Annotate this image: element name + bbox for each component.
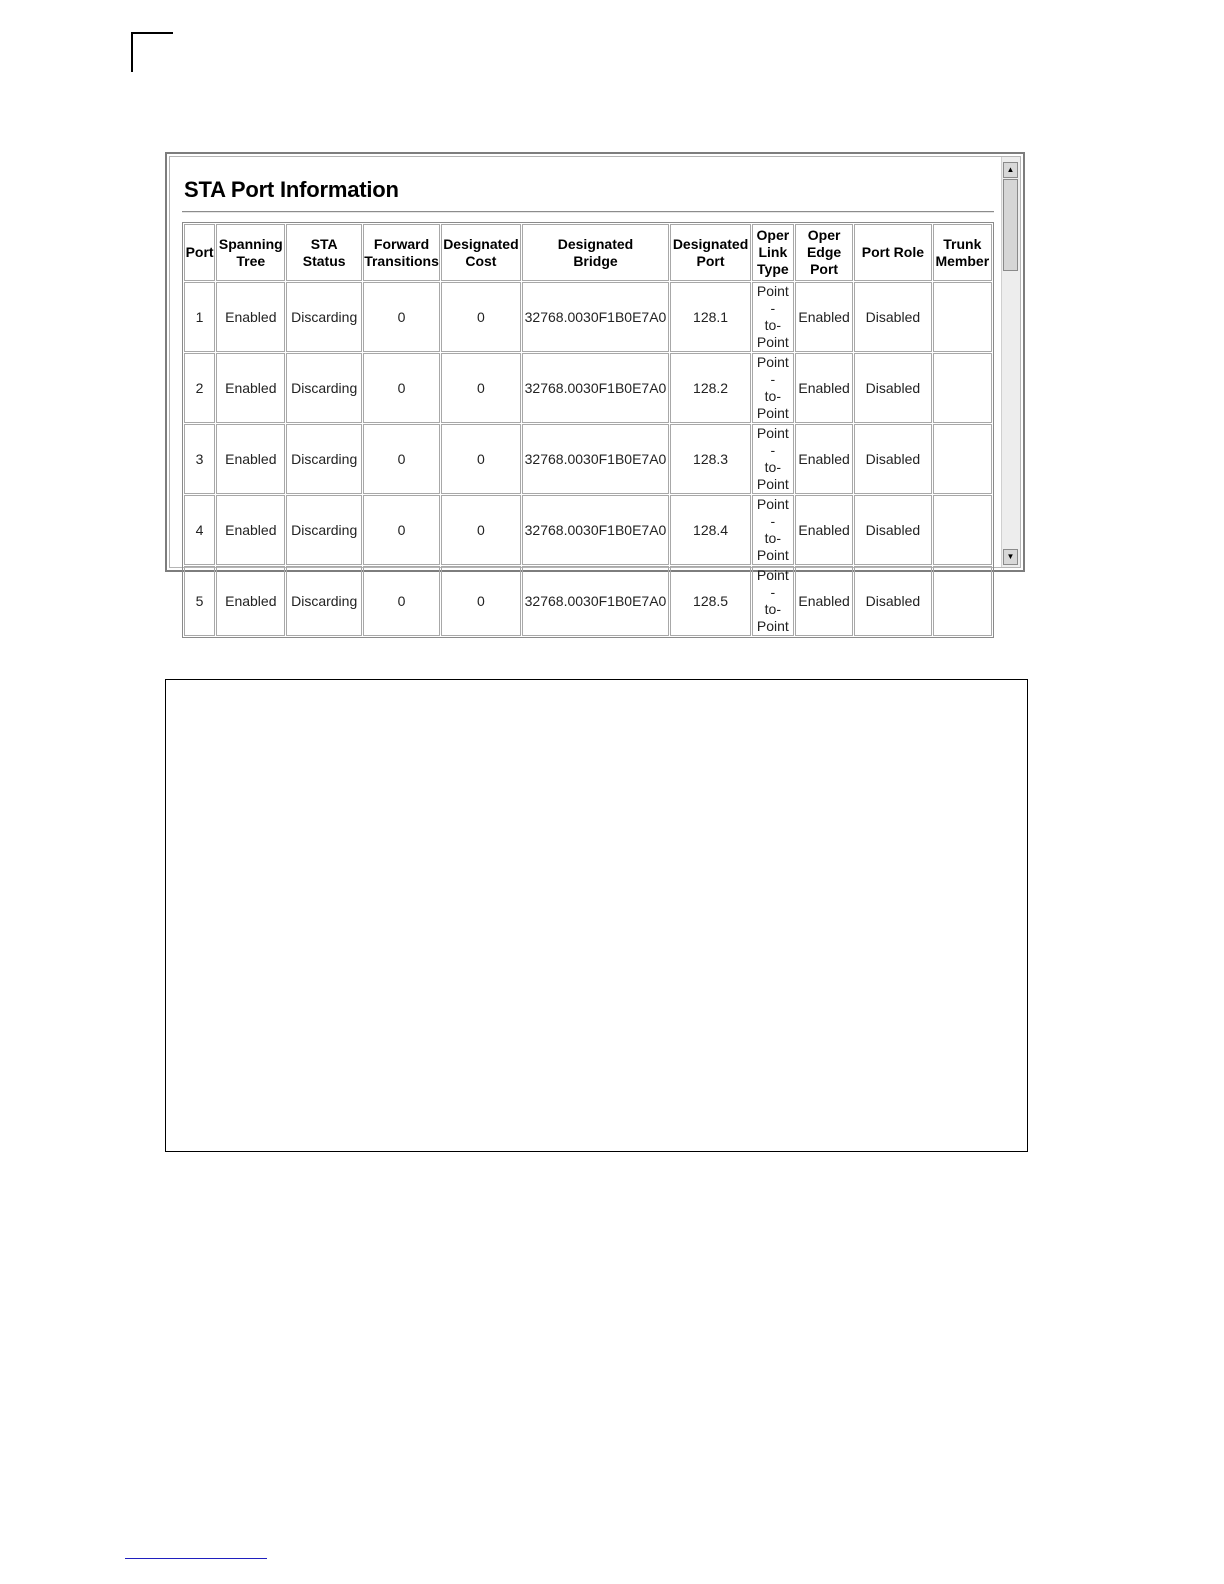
table-header-row [184,224,992,281]
cell-designated-cost: 0 [441,282,520,352]
cell-designated-port: 128.4 [670,495,750,565]
cell-forward-transitions: 0 [363,424,440,494]
cell-designated-bridge: 32768.0030F1B0E7A0 [522,566,670,636]
link-type-line: Point [756,547,789,563]
cell-forward-transitions: 0 [363,495,440,565]
link-type-line: to- [764,530,782,546]
window-viewport [169,156,1021,634]
cell-sta-status: Discarding [286,495,361,565]
cell-sta-status: Discarding [286,566,361,636]
cell-oper-link-type [752,495,794,565]
cell-port-role: Disabled [854,566,931,636]
cell-oper-link-type [752,424,794,494]
col-header-port-role: Port Role [854,224,931,281]
cell-oper-edge-port: Enabled [795,282,853,352]
cell-designated-cost: 0 [441,424,520,494]
cell-trunk-member [933,495,992,565]
cell-sta-status: Discarding [286,353,361,423]
col-header-designated-bridge: Designated Bridge [522,224,670,281]
sta-port-information-window [165,152,1025,634]
footer-rule [125,1558,267,1559]
cell-designated-port: 128.5 [670,566,750,636]
col-header-trunk-member: Trunk Member [933,224,992,281]
cell-port: 5 [184,566,215,636]
cell-forward-transitions: 0 [363,566,440,636]
cell-spanning-tree: Enabled [216,424,285,494]
link-type-line: to- [764,459,782,475]
window-content [182,157,1008,634]
table-body [184,282,992,636]
link-type-line: to- [764,317,782,333]
vertical-scrollbar[interactable] [1001,157,1020,567]
cell-designated-port: 128.1 [670,282,750,352]
col-header-designated-cost: Designated Cost [441,224,520,281]
cell-designated-bridge: 32768.0030F1B0E7A0 [522,353,670,423]
cell-trunk-member [933,353,992,423]
cell-sta-status: Discarding [286,424,361,494]
cell-spanning-tree: Enabled [216,566,285,636]
title-divider [182,211,994,213]
cell-forward-transitions: 0 [363,282,440,352]
cell-trunk-member [933,424,992,494]
cell-port-role: Disabled [854,282,931,352]
link-type-line: Point [756,405,789,421]
link-type-line: Point- [756,567,789,600]
link-type-line: Point- [756,354,789,387]
cell-port: 4 [184,495,215,565]
link-type-line: to- [764,388,782,404]
cell-oper-edge-port: Enabled [795,495,853,565]
col-header-designated-port: Designated Port [670,224,750,281]
cell-port-role: Disabled [854,495,931,565]
cell-designated-bridge: 32768.0030F1B0E7A0 [522,424,670,494]
cell-spanning-tree: Enabled [216,353,285,423]
col-header-port: Port [184,224,215,281]
link-type-line: Point [756,618,789,634]
cell-oper-edge-port: Enabled [795,424,853,494]
link-type-line: Point [756,334,789,350]
crop-mark-vertical [131,32,133,72]
scroll-down-arrow-icon[interactable]: ▼ [1003,549,1018,565]
cell-oper-link-type [752,282,794,352]
cell-port: 2 [184,353,215,423]
cell-oper-edge-port: Enabled [795,566,853,636]
cell-designated-port: 128.3 [670,424,750,494]
table-row [184,566,992,636]
cell-oper-link-type [752,353,794,423]
col-header-forward-transitions: Forward Transitions [363,224,440,281]
cell-forward-transitions: 0 [363,353,440,423]
page-title: STA Port Information [184,177,399,202]
scrollbar-thumb[interactable] [1003,179,1018,271]
cell-port: 3 [184,424,215,494]
cell-spanning-tree: Enabled [216,495,285,565]
empty-figure-frame [165,679,1028,1152]
table-row [184,353,992,423]
cell-designated-cost: 0 [441,495,520,565]
cell-sta-status: Discarding [286,282,361,352]
cell-spanning-tree: Enabled [216,282,285,352]
table-row [184,495,992,565]
cell-designated-cost: 0 [441,353,520,423]
cell-port-role: Disabled [854,353,931,423]
cell-port: 1 [184,282,215,352]
col-header-sta-status: STA Status [286,224,361,281]
link-type-line: Point [756,476,789,492]
crop-mark-horizontal [131,32,173,34]
cell-oper-edge-port: Enabled [795,353,853,423]
cell-designated-port: 128.2 [670,353,750,423]
link-type-line: Point- [756,425,789,458]
link-type-line: Point- [756,283,789,316]
cell-designated-cost: 0 [441,566,520,636]
cell-port-role: Disabled [854,424,931,494]
cell-designated-bridge: 32768.0030F1B0E7A0 [522,495,670,565]
col-header-spanning-tree: Spanning Tree [216,224,285,281]
link-type-line: to- [764,601,782,617]
table-row [184,424,992,494]
sta-port-table [182,222,994,638]
cell-designated-bridge: 32768.0030F1B0E7A0 [522,282,670,352]
col-header-oper-link-type: Oper Link Type [752,224,794,281]
cell-trunk-member [933,282,992,352]
col-header-oper-edge-port: Oper Edge Port [795,224,853,281]
link-type-line: Point- [756,496,789,529]
cell-oper-link-type [752,566,794,636]
cell-trunk-member [933,566,992,636]
table-row [184,282,992,352]
scroll-up-arrow-icon[interactable]: ▲ [1003,162,1018,178]
